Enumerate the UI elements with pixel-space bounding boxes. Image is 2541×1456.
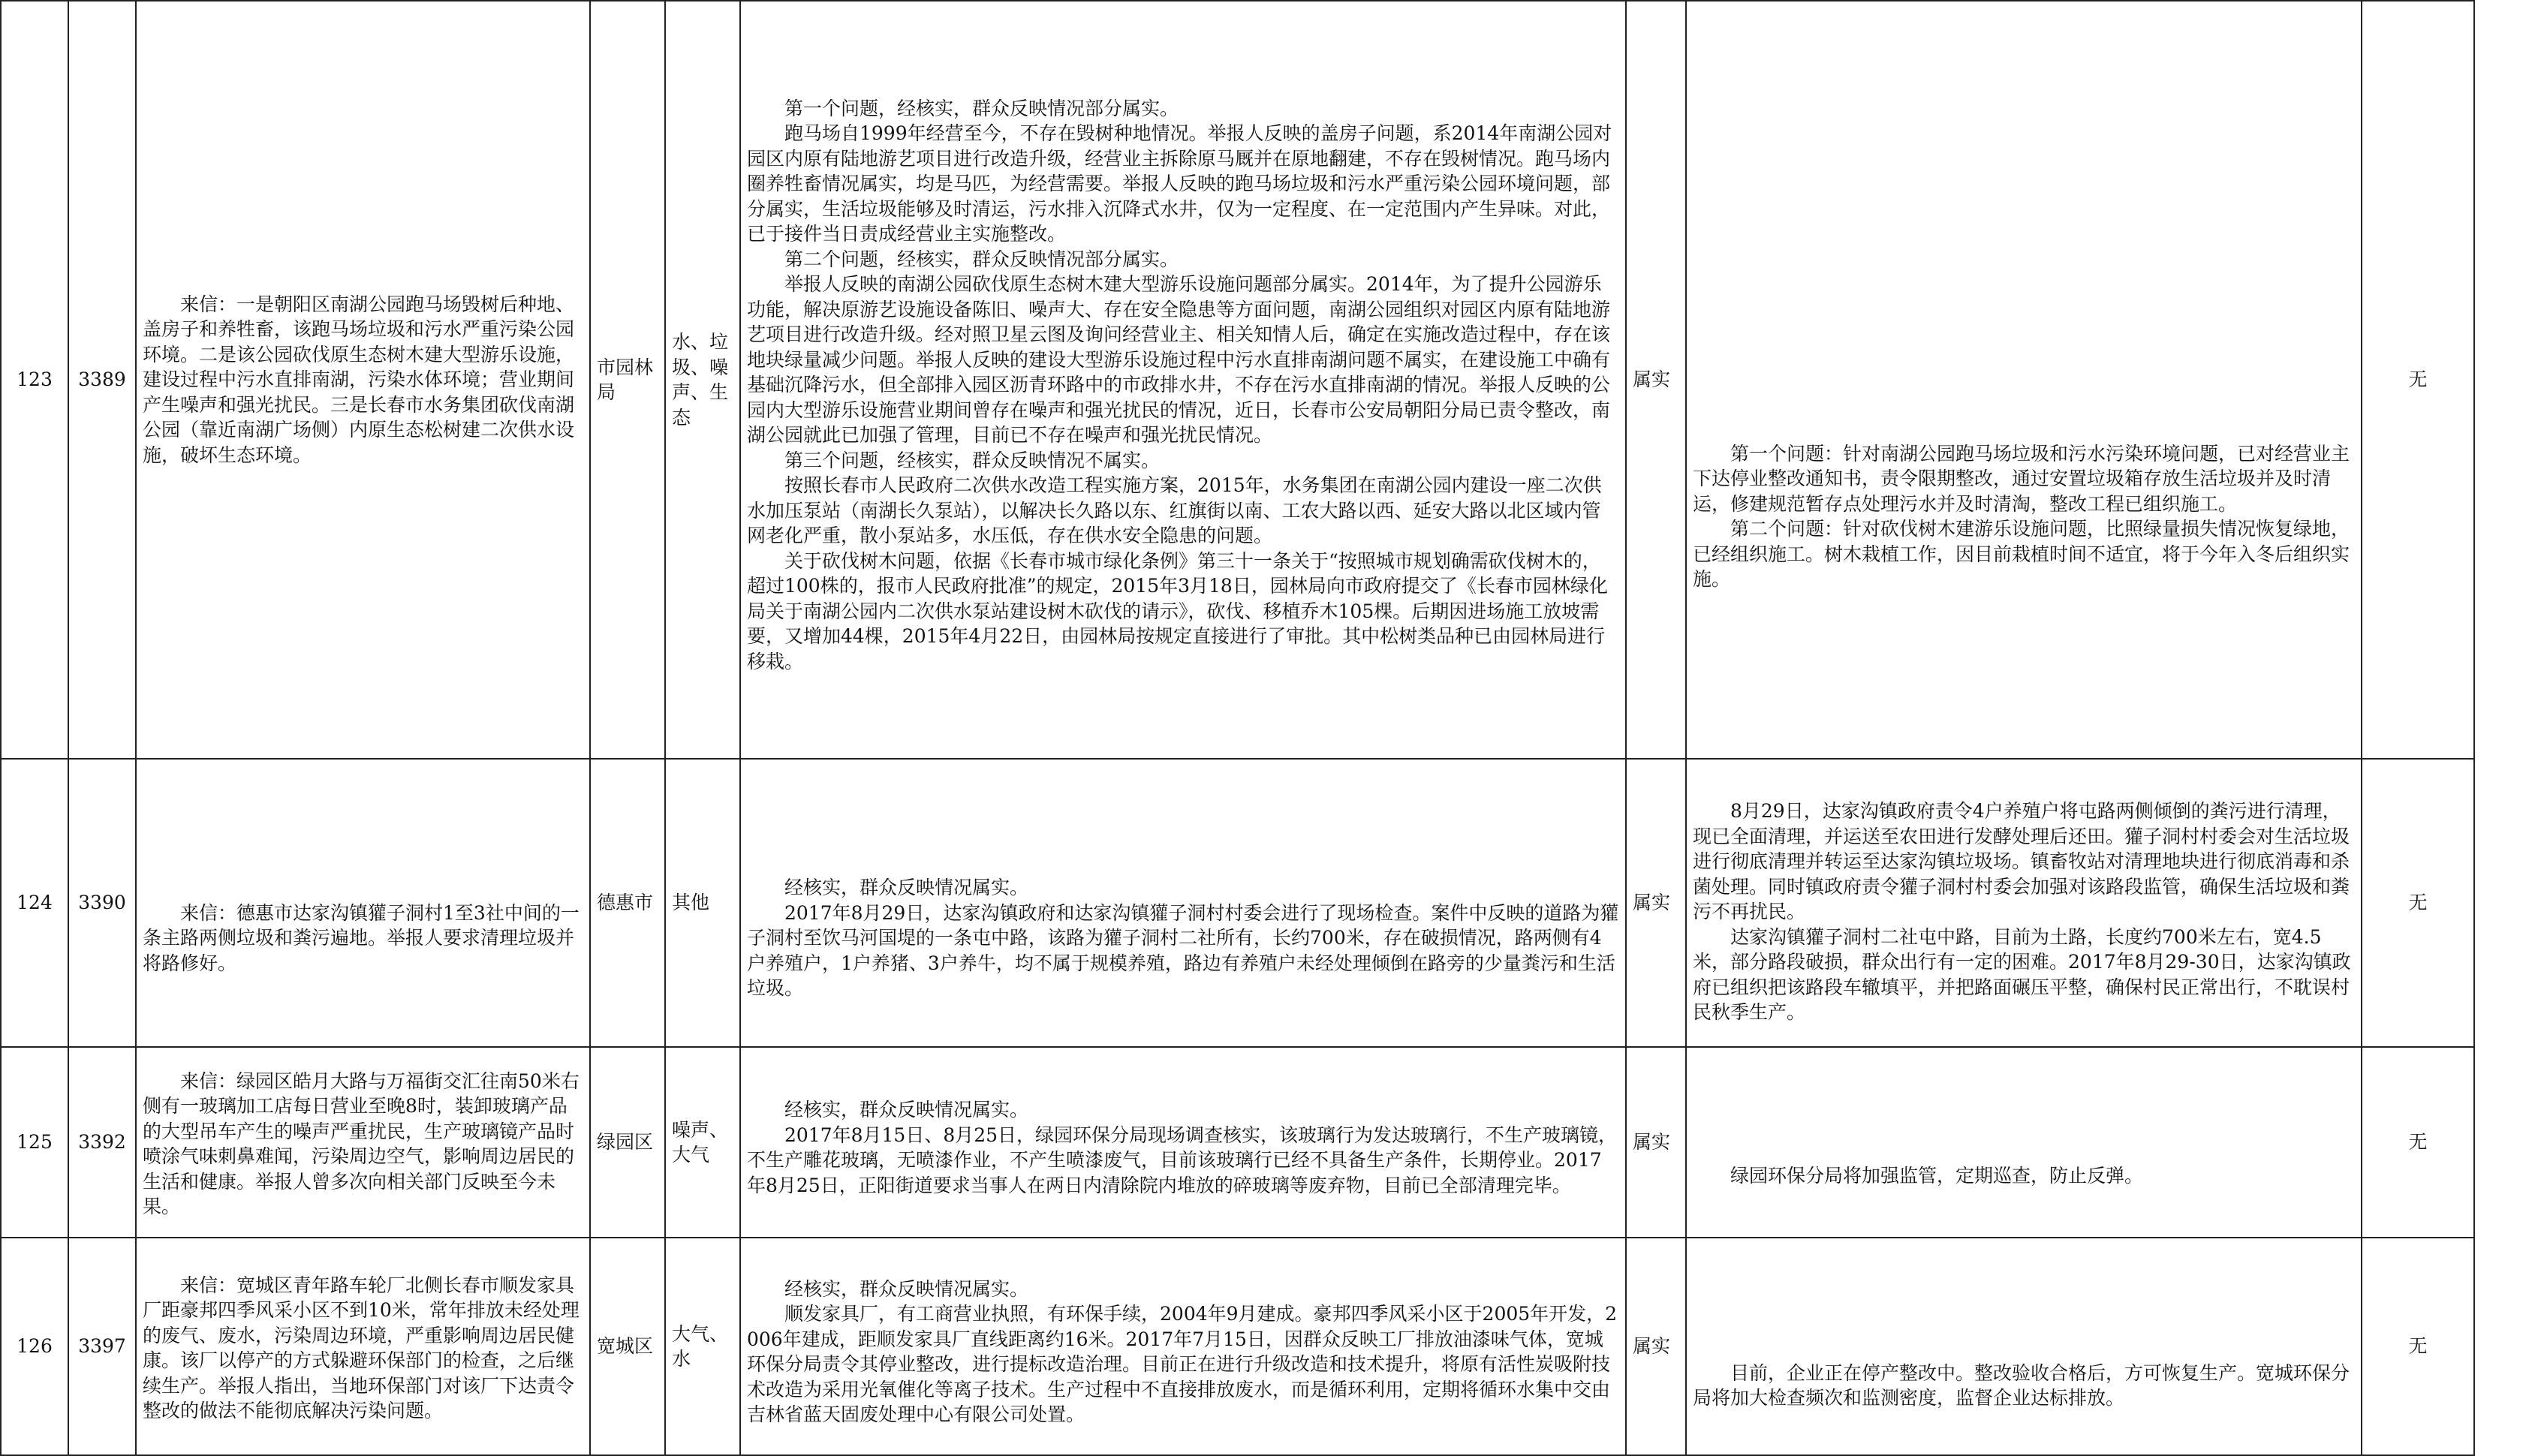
rectification-cell xyxy=(1686,759,2362,1047)
verification-paragraph: 第一个问题，经核实，群众反映情况部分属实。 xyxy=(784,97,1179,119)
seq-cell: 123 xyxy=(1,1,68,759)
accountability-cell: 无 xyxy=(2362,759,2474,1047)
table-row xyxy=(1,1,2541,759)
complaint-cell xyxy=(136,1047,590,1238)
verification-paragraph: 第三个问题，经核实，群众反映情况不属实。 xyxy=(784,449,1161,471)
verification-paragraph: 举报人反映的南湖公园砍伐原生态树木建大型游乐设施问题部分属实。2014年，为了提升公园游乐功能，解决原游艺设施设备陈旧、噪声大、存在安全隐患等方面问题，南湖公园组织对园区内原有陆地游艺项目进行改造升级。经对照卫星云图及询问经营业主、相关知情人后，确定在实施改造过程中，存在该地块绿量减少问题。举报人反映的建设大型游乐设施过程中污水直排南湖问题不属实，在建设施工中确有基础沉降污水，但全部排入园区沥青环路中的市政排水井，不存在污水直排南湖的情况。举报人反映的公园内大型游乐设施营业期间曾存在噪声和强光扰民的情况，近日，长春市公安局朝阳分局已责令整改，南湖公园就此已加强了管理，目前已不存在噪声和强光扰民情况。 xyxy=(747,273,1611,447)
verification-paragraph: 跑马场自1999年经营至今，不存在毁树种地情况。举报人反映的盖房子问题，系2014年南湖公园对园区内原有陆地游艺项目进行改造升级，经营业主拆除原马厩并在原地翻建，不存在毁树情况。跑马场内圈养牲畜情况属实，均是马匹，为经营需要。举报人反映的跑马场垃圾和污水严重污染公园环境问题，部分属实，生活垃圾能够及时清运，污水排入沉降式水井，仅为一定程度、在一定范围内产生异味。对此，已于接件当日责成经营业主实施整改。 xyxy=(747,122,1612,245)
type-cell: 噪声、大气 xyxy=(665,1047,740,1238)
complaint-cell xyxy=(136,759,590,1047)
verification-paragraph: 2017年8月29日，达家沟镇政府和达家沟镇獾子洞村村委会进行了现场检查。案件中反映的道路为獾子洞村至饮马河国堤的一条屯中路，该路为獾子洞村二社所有，长约700米，存在破损情况，路两侧有4户养殖户，1户养猪、3户养牛，均不属于规模养殖，路边有养殖户未经处理倾倒在路旁的少量粪污和生活垃圾。 xyxy=(747,901,1619,1000)
accountability-cell: 无 xyxy=(2362,1238,2474,1455)
verification-paragraph: 2017年8月15日、8月25日，绿园环保分局现场调查核实，该玻璃行为发达玻璃行，不生产玻璃镜，不生产雕花玻璃，无喷漆作业，不产生喷漆废气，目前该玻璃行已经不具备生产条件，长期停业。2017年8月25日，正阳街道要求当事人在两日内清除院内堆放的碎玻璃等废弃物，目前已全部清理完毕。 xyxy=(747,1124,1618,1196)
verification-paragraph: 经核实，群众反映情况属实。 xyxy=(784,877,1029,899)
rectification-cell xyxy=(1686,1047,2362,1238)
rectification-cell xyxy=(1686,1,2362,759)
type-cell: 水、垃圾、噪声、生态 xyxy=(665,1,740,759)
accountability-cell: 无 xyxy=(2362,1,2474,759)
seq-cell: 125 xyxy=(1,1047,68,1238)
seq-cell: 126 xyxy=(1,1238,68,1455)
verification-paragraph: 经核实，群众反映情况属实。 xyxy=(784,1277,1029,1300)
area-cell: 宽城区 xyxy=(590,1238,665,1455)
verification-paragraph: 第二个问题，经核实，群众反映情况部分属实。 xyxy=(784,248,1179,270)
verification-paragraph: 按照长春市人民政府二次供水改造工程实施方案，2015年，水务集团在南湖公园内建设一座二次供水加压泵站（南湖长久泵站），以解决长久路以东、红旗街以南、工农大路以西、延安大路以北区域内管网老化严重，散小泵站多，水压低，存在供水安全隐患的问题。 xyxy=(747,474,1602,547)
seq-cell: 124 xyxy=(1,759,68,1047)
rectification-paragraph: 第二个问题：针对砍伐树木建游乐设施问题，比照绿量损失情况恢复绿地，已经组织施工。树木栽植工作，因目前栽植时间不适宜，将于今年入冬后组织实施。 xyxy=(1693,518,2350,590)
rectification-paragraph: 达家沟镇獾子洞村二社屯中路，目前为土路，长度约700米左右，宽4.5米，部分路段破损，群众出行有一定的困难。2017年8月29-30日，达家沟镇政府已组织把该路段车辙填平，并把路面碾压平整，确保村民正常出行，不耽误村民秋季生产。 xyxy=(1693,925,2351,1024)
accountability-cell: 无 xyxy=(2362,1047,2474,1238)
table-row xyxy=(1,1047,2541,1238)
id-cell: 3389 xyxy=(68,1,136,759)
result-cell: 属实 xyxy=(1626,1,1686,759)
rectification-paragraph: 绿园环保分局将加强监管，定期巡查，防止反弹。 xyxy=(1730,1164,2144,1187)
result-cell: 属实 xyxy=(1626,1047,1686,1238)
table-row xyxy=(1,759,2541,1047)
type-cell: 大气、水 xyxy=(665,1238,740,1455)
complaint-cell xyxy=(136,1238,590,1455)
id-cell: 3397 xyxy=(68,1238,136,1455)
result-cell: 属实 xyxy=(1626,759,1686,1047)
verification-cell xyxy=(740,1238,1626,1455)
verification-paragraph: 经核实，群众反映情况属实。 xyxy=(784,1099,1029,1121)
rectification-paragraph: 第一个问题：针对南湖公园跑马场垃圾和污水污染环境问题，已对经营业主下达停业整改通知书，责令限期整改，通过安置垃圾箱存放生活垃圾并及时清运，修建规范暂存点处理污水并及时清淘，整改工程已组织施工。 xyxy=(1693,442,2350,515)
complaint-cell xyxy=(136,1,590,759)
id-cell: 3392 xyxy=(68,1047,136,1238)
complaint-text: 来信：宽城区青年路车轮厂北侧长春市顺发家具厂距豪邦四季风采小区不到10米，常年排放未经处理的废气、废水，污染周边环境，严重影响周边居民健康。该厂以停产的方式躲避环保部门的检查，之后继续生产。举报人指出，当地环保部门对该厂下达责令整改的做法不能彻底解决污染问题。 xyxy=(143,1274,580,1421)
verification-cell xyxy=(740,759,1626,1047)
rectification-paragraph: 目前，企业正在停产整改中。整改验收合格后，方可恢复生产。宽城环保分局将加大检查频次和监测密度，监督企业达标排放。 xyxy=(1693,1361,2350,1409)
type-cell: 其他 xyxy=(665,759,740,1047)
complaint-text: 来信：德惠市达家沟镇獾子洞村1至3社中间的一条主路两侧垃圾和粪污遍地。举报人要求清理垃圾并将路修好。 xyxy=(143,901,580,974)
rectification-paragraph: 8月29日，达家沟镇政府责令4户养殖户将屯路两侧倾倒的粪污进行清理，现已全面清理，并运送至农田进行发酵处理后还田。獾子洞村村委会对生活垃圾进行彻底清理并转运至达家沟镇垃圾场。镇畜牧站对清理地块进行彻底消毒和杀菌处理。同时镇政府责令獾子洞村村委会加强对该路段监管，确保生活垃圾和粪污不再扰民。 xyxy=(1693,800,2350,923)
rectification-cell xyxy=(1686,1238,2362,1455)
id-cell: 3390 xyxy=(68,759,136,1047)
result-cell: 属实 xyxy=(1626,1238,1686,1455)
verification-paragraph: 关于砍伐树木问题，依据《长春市城市绿化条例》第三十一条关于“按照城市规划确需砍伐树木的，超过100株的，报市人民政府批准”的规定，2015年3月18日，园林局向市政府提交了《长春市园林绿化局关于南湖公园内二次供水泵站建设树木砍伐的请示》，砍伐、移植乔木105棵。后期因进场施工放坡需要，又增加44棵，2015年4月22日，由园林局按规定直接进行了审批。其中松树类品种已由园林局进行移栽。 xyxy=(747,549,1608,672)
complaint-text: 来信：一是朝阳区南湖公园跑马场毁树后种地、盖房子和养牲畜，该跑马场垃圾和污水严重污染公园环境。二是该公园砍伐原生态树木建大型游乐设施，建设过程中污水直排南湖，污染水体环境；营业期间产生噪声和强光扰民。三是长春市水务集团砍伐南湖公园（靠近南湖广场侧）内原生态松树建二次供水设施，破坏生态环境。 xyxy=(143,293,575,466)
area-cell: 绿园区 xyxy=(590,1047,665,1238)
verification-cell xyxy=(740,1,1626,759)
verification-cell xyxy=(740,1047,1626,1238)
area-cell: 德惠市 xyxy=(590,759,665,1047)
area-cell: 市园林局 xyxy=(590,1,665,759)
table-row xyxy=(1,1238,2541,1455)
verification-paragraph: 顺发家具厂，有工商营业执照，有环保手续，2004年9月建成。豪邦四季风采小区于2005年开发，2006年建成，距顺发家具厂直线距离约16米。2017年7月15日，因群众反映工厂排放油漆味气体，宽城环保分局责令其停业整改，进行提标改造治理。目前正在进行升级改造和技术提升，将原有活性炭吸附技术改造为采用光氧催化等离子技术。生产过程中不直接排放废水，而是循环利用，定期将循环水集中交由吉林省蓝天固废处理中心有限公司处置。 xyxy=(747,1303,1618,1425)
complaint-text: 来信：绿园区皓月大路与万福街交汇往南50米右侧有一玻璃加工店每日营业至晚8时，装卸玻璃产品的大型吊车产生的噪声严重扰民，生产玻璃镜产品时喷涂气味刺鼻难闻，污染周边空气，影响周边居民的生活和健康。举报人曾多次向相关部门反映至今未果。 xyxy=(143,1069,580,1217)
